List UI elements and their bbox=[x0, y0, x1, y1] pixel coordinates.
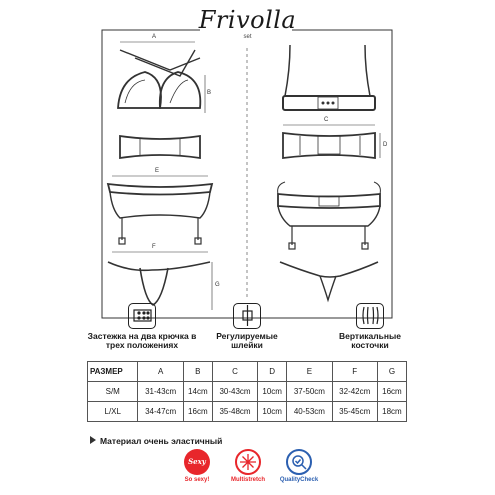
size-cell: 18cm bbox=[377, 402, 406, 422]
feature-label-vertical-boning: Вертикальные косточки bbox=[338, 331, 402, 350]
bandeau-front-drawing bbox=[120, 136, 200, 158]
dimension-label-d: D bbox=[383, 142, 388, 148]
size-name-cell: S/M bbox=[88, 382, 138, 402]
bandeau-back-drawing bbox=[283, 125, 380, 158]
feature-adjustable-strap bbox=[210, 303, 284, 350]
dimension-label-e: E bbox=[155, 168, 160, 174]
so-sexy-badge-icon bbox=[184, 449, 210, 475]
size-table-header-d: D bbox=[258, 362, 287, 382]
size-cell: 10cm bbox=[258, 382, 287, 402]
dimension-label-a: A bbox=[152, 34, 157, 40]
size-cell: 10cm bbox=[258, 402, 287, 422]
table-row bbox=[88, 402, 407, 422]
hook-clasp-icon bbox=[128, 303, 156, 329]
size-table-header-e: E bbox=[287, 362, 332, 382]
size-cell: 31-43cm bbox=[138, 382, 183, 402]
so-sexy-badge-icon-text: Sexy bbox=[188, 457, 206, 466]
feature-vertical-boning bbox=[330, 303, 410, 350]
vertical-boning-icon bbox=[356, 303, 384, 329]
material-note-text: Материал очень эластичный bbox=[100, 436, 223, 446]
multistretch-badge-icon bbox=[235, 449, 261, 475]
badge-label-multistretch: Multistretch bbox=[230, 477, 265, 483]
quality-check-badge-icon bbox=[286, 449, 312, 475]
size-cell: 34-47cm bbox=[138, 402, 183, 422]
thong-back-drawing bbox=[280, 262, 378, 300]
size-cell: 30-43cm bbox=[212, 382, 257, 402]
size-cell: 16cm bbox=[183, 402, 212, 422]
size-table-header-row bbox=[88, 362, 407, 382]
size-table-header-size: РАЗМЕР bbox=[88, 362, 138, 382]
feature-label-hook-clasp: Застежка на два крючка в трех положениях bbox=[87, 331, 197, 350]
badge-label-so-sexy: So sexy! bbox=[184, 477, 210, 483]
size-cell: 37-50cm bbox=[287, 382, 332, 402]
brand-subtitle: set bbox=[243, 34, 252, 40]
size-cell: 40-53cm bbox=[287, 402, 332, 422]
size-table-header-a: A bbox=[138, 362, 183, 382]
size-table-header-b: B bbox=[183, 362, 212, 382]
size-cell: 32-42cm bbox=[332, 382, 377, 402]
size-table-header-g: G bbox=[377, 362, 406, 382]
brand-logo: Frivolla bbox=[198, 6, 297, 34]
badge-label-quality-check: QualityCheck bbox=[279, 477, 319, 483]
adjustable-strap-icon bbox=[233, 303, 261, 329]
badge-quality-check bbox=[269, 449, 329, 483]
size-cell: 16cm bbox=[377, 382, 406, 402]
size-table bbox=[87, 361, 407, 422]
bra-front-drawing bbox=[118, 42, 205, 113]
garter-belt-front-drawing bbox=[108, 176, 212, 244]
material-note bbox=[90, 436, 222, 446]
dimension-label-f: F bbox=[152, 244, 156, 250]
thong-front-drawing bbox=[108, 252, 212, 310]
size-name-cell: L/XL bbox=[88, 402, 138, 422]
feature-hook-clasp bbox=[82, 303, 202, 350]
triangle-bullet-icon bbox=[90, 436, 96, 444]
size-cell: 35-48cm bbox=[212, 402, 257, 422]
dimension-label-g: G bbox=[215, 282, 220, 288]
dimension-label-c: C bbox=[324, 117, 329, 123]
bra-back-drawing bbox=[283, 45, 375, 110]
table-row bbox=[88, 382, 407, 402]
size-cell: 35-45cm bbox=[332, 402, 377, 422]
garter-belt-back-drawing bbox=[278, 182, 381, 249]
dimension-label-b: B bbox=[207, 90, 212, 96]
size-table-header-f: F bbox=[332, 362, 377, 382]
size-table-header-c: C bbox=[212, 362, 257, 382]
size-cell: 14cm bbox=[183, 382, 212, 402]
feature-label-adjustable-strap: Регулируемые шлейки bbox=[216, 331, 278, 350]
